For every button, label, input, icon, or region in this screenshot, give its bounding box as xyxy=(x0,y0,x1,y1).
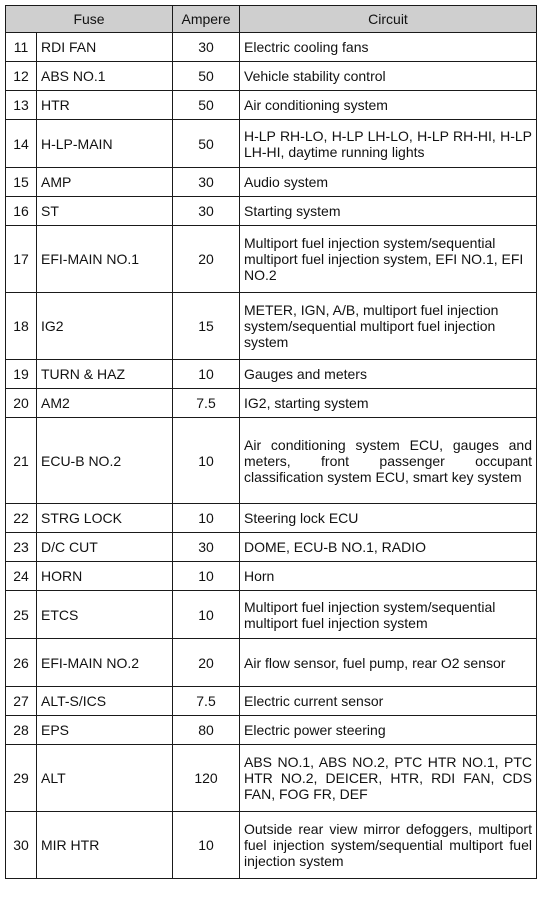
fuse-ampere: 50 xyxy=(173,120,240,168)
fuse-ampere: 10 xyxy=(173,504,240,533)
fuse-number: 13 xyxy=(6,91,37,120)
fuse-number: 18 xyxy=(6,293,37,360)
fuse-number: 30 xyxy=(6,812,37,879)
fuse-circuit: METER, IGN, A/B, multiport fuel injection system/sequential multiport fuel injection system xyxy=(240,293,537,360)
fuse-circuit: Electric cooling fans xyxy=(240,33,537,62)
fuse-number: 21 xyxy=(6,418,37,504)
fuse-name: HORN xyxy=(37,562,173,591)
fuse-circuit: DOME, ECU-B NO.1, RADIO xyxy=(240,533,537,562)
fuse-ampere: 20 xyxy=(173,226,240,293)
fuse-name: AM2 xyxy=(37,389,173,418)
fuse-ampere: 120 xyxy=(173,745,240,812)
fuse-circuit: Air conditioning system ECU, gauges and meters, front passenger occupant classification system ECU, smart key system xyxy=(240,418,537,504)
header-row xyxy=(6,6,537,33)
header-circuit: Circuit xyxy=(240,6,537,33)
fuse-circuit: Starting system xyxy=(240,197,537,226)
table-row xyxy=(6,687,537,716)
fuse-name: AMP xyxy=(37,168,173,197)
table-row xyxy=(6,389,537,418)
fuse-name: IG2 xyxy=(37,293,173,360)
fuse-ampere: 30 xyxy=(173,168,240,197)
fuse-circuit: Horn xyxy=(240,562,537,591)
header-ampere: Ampere xyxy=(173,6,240,33)
table-row xyxy=(6,504,537,533)
fuse-ampere: 10 xyxy=(173,562,240,591)
fuse-name: ALT-S/ICS xyxy=(37,687,173,716)
fuse-ampere: 20 xyxy=(173,639,240,687)
fuse-circuit: Vehicle stability control xyxy=(240,62,537,91)
fuse-number: 24 xyxy=(6,562,37,591)
fuse-ampere: 30 xyxy=(173,533,240,562)
fuse-number: 22 xyxy=(6,504,37,533)
fuse-ampere: 10 xyxy=(173,591,240,639)
fuse-ampere: 10 xyxy=(173,812,240,879)
fuse-name: STRG LOCK xyxy=(37,504,173,533)
table-row xyxy=(6,418,537,504)
table-row xyxy=(6,62,537,91)
fuse-ampere: 50 xyxy=(173,91,240,120)
fuse-circuit: Steering lock ECU xyxy=(240,504,537,533)
table-row xyxy=(6,716,537,745)
fuse-circuit: Multiport fuel injection system/sequential multiport fuel injection system xyxy=(240,591,537,639)
fuse-number: 12 xyxy=(6,62,37,91)
fuse-ampere: 80 xyxy=(173,716,240,745)
fuse-name: EFI-MAIN NO.2 xyxy=(37,639,173,687)
fuse-number: 11 xyxy=(6,33,37,62)
header-fuse: Fuse xyxy=(6,6,173,33)
fuse-name: EPS xyxy=(37,716,173,745)
fuse-circuit: H-LP RH-LO, H-LP LH-LO, H-LP RH-HI, H-LP LH-HI, daytime running lights xyxy=(240,120,537,168)
fuse-name: EFI-MAIN NO.1 xyxy=(37,226,173,293)
fuse-circuit: IG2, starting system xyxy=(240,389,537,418)
fuse-ampere: 10 xyxy=(173,360,240,389)
fuse-number: 15 xyxy=(6,168,37,197)
fuse-ampere: 15 xyxy=(173,293,240,360)
fuse-table-body xyxy=(6,33,537,879)
fuse-circuit: Gauges and meters xyxy=(240,360,537,389)
fuse-ampere: 30 xyxy=(173,33,240,62)
fuse-table xyxy=(5,5,537,879)
fuse-circuit: Electric power steering xyxy=(240,716,537,745)
fuse-name: ECU-B NO.2 xyxy=(37,418,173,504)
fuse-circuit: ABS NO.1, ABS NO.2, PTC HTR NO.1, PTC HTR NO.2, DEICER, HTR, RDI FAN, CDS FAN, FOG FR, DEF xyxy=(240,745,537,812)
fuse-name: MIR HTR xyxy=(37,812,173,879)
table-row xyxy=(6,639,537,687)
fuse-number: 14 xyxy=(6,120,37,168)
fuse-number: 29 xyxy=(6,745,37,812)
table-row xyxy=(6,168,537,197)
table-row xyxy=(6,33,537,62)
fuse-name: D/C CUT xyxy=(37,533,173,562)
table-row xyxy=(6,533,537,562)
fuse-number: 16 xyxy=(6,197,37,226)
table-row xyxy=(6,745,537,812)
fuse-number: 20 xyxy=(6,389,37,418)
fuse-number: 27 xyxy=(6,687,37,716)
fuse-circuit: Air conditioning system xyxy=(240,91,537,120)
fuse-ampere: 10 xyxy=(173,418,240,504)
fuse-circuit: Outside rear view mirror defoggers, multiport fuel injection system/sequential multiport fuel injection system xyxy=(240,812,537,879)
fuse-number: 28 xyxy=(6,716,37,745)
fuse-name: RDI FAN xyxy=(37,33,173,62)
table-row xyxy=(6,226,537,293)
fuse-number: 19 xyxy=(6,360,37,389)
fuse-circuit: Air flow sensor, fuel pump, rear O2 sensor xyxy=(240,639,537,687)
table-row xyxy=(6,120,537,168)
fuse-name: ABS NO.1 xyxy=(37,62,173,91)
fuse-name: H-LP-MAIN xyxy=(37,120,173,168)
fuse-circuit: Multiport fuel injection system/sequential multiport fuel injection system, EFI NO.1, EFI NO.2 xyxy=(240,226,537,293)
fuse-name: ST xyxy=(37,197,173,226)
fuse-circuit: Electric current sensor xyxy=(240,687,537,716)
fuse-number: 26 xyxy=(6,639,37,687)
fuse-number: 23 xyxy=(6,533,37,562)
table-row xyxy=(6,360,537,389)
fuse-number: 25 xyxy=(6,591,37,639)
fuse-name: ETCS xyxy=(37,591,173,639)
table-row xyxy=(6,591,537,639)
fuse-circuit: Audio system xyxy=(240,168,537,197)
fuse-name: ALT xyxy=(37,745,173,812)
table-row xyxy=(6,562,537,591)
fuse-ampere: 7.5 xyxy=(173,389,240,418)
table-row xyxy=(6,293,537,360)
fuse-number: 17 xyxy=(6,226,37,293)
fuse-ampere: 50 xyxy=(173,62,240,91)
fuse-name: HTR xyxy=(37,91,173,120)
fuse-name: TURN & HAZ xyxy=(37,360,173,389)
fuse-ampere: 7.5 xyxy=(173,687,240,716)
table-row xyxy=(6,812,537,879)
table-row xyxy=(6,197,537,226)
table-row xyxy=(6,91,537,120)
fuse-ampere: 30 xyxy=(173,197,240,226)
